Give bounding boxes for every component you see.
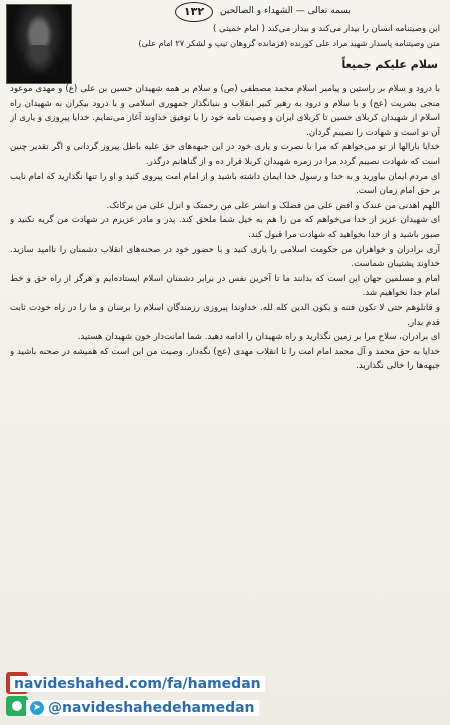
paragraph: و قاتلوهم حتی لا تکون فتنه و یکون الدین کله لله. خداوندا پیروزی رزمندگان اسلام را برسان و ما را در راه خودت ثابت قدم بدار.	[10, 302, 440, 328]
will-body-text	[10, 82, 440, 672]
telegram-icon: ➤	[30, 701, 44, 715]
document-subtitle: متن وصیتنامه پاسدار شهید مراد علی کورنده (فرمانده گروهان تیپ و لشکر ۲۷ امام علی)	[138, 38, 440, 48]
paragraph: ای برادران، سلاح مرا بر زمین نگذارید و راه شهیدان را ادامه دهید. شما امانت‌دار خون شهیدان هستید.	[77, 332, 440, 343]
watermark-handle: @navideshahedehamedan	[48, 700, 255, 716]
paragraph: ای شهیدان عزیز از خدا می‌خواهم که من را هم به خیل شما ملحق کند. پدر و مادر عزیزم در شهادت من گریه نکنید و صبور باشید و از خدا بخواهید که شهادت مرا قبول کند.	[10, 215, 440, 240]
watermark-url[interactable]: navideshahed.com/fa/hamedan	[10, 676, 265, 692]
page-number: ۱۳۲	[175, 2, 213, 22]
paragraph: خدایا به حق محمد و آل محمد امام امت را تا انقلاب مهدی (عج) نگه‌دار. وصیت من این است که همیشه در صحنه باشید و جبهه‌ها را خالی نگذارید.	[10, 346, 440, 372]
watermark-telegram[interactable]	[26, 700, 259, 716]
greeting-line: سلام علیکم جمیعاً	[341, 58, 438, 71]
header-quote: این وصیتنامه انسان را بیدار می‌کند و بیدار می‌کند ( امام خمینی )	[213, 24, 440, 34]
martyr-portrait-photo	[6, 4, 72, 84]
paragraph: اللهم اهدنی من عندک و افض علی من فضلک و انشر علی من رحمتک و انزل علی من برکاتک.	[106, 200, 440, 211]
paragraph: امام و مسلمین جهان این است که بدانند ما تا آخرین نفس در برابر دشمنان اسلام ایستاده‌ایم و هرگز از راه حق و خط امام جدا نخواهیم شد.	[10, 273, 440, 299]
paragraph: ای مردم ایمان بیاورید و به خدا و رسول خدا ایمان داشته باشید و از امام امت پیروی کنید و او را تنها نگذارید که امام نایب بر حق امام زمان است.	[10, 171, 440, 197]
paragraph: آری برادران و خواهران من حکومت اسلامی را یاری کنید و با حضور خود در صحنه‌های انقلاب دشمنان را ناامید سازید. خداوند پشتیبان شماست.	[10, 244, 440, 270]
paragraph: با درود و سلام بر راستین و پیامبر اسلام محمد مصطفی (ص) و سلام بر همه شهیدان حسین بن علی (ع) و مهدی موعود منجی بشریت (عج) و با سلام و درود به رهبر کبیر انقلاب و بنیانگذار جمهوری اسلامی و با درود بیکران به شهیدان راه اسلام از شهیدان کربلای حسین تا کربلای ایران و وصیت نامه خود را با توفیق خداوند آغاز می‌نمایم. خدایا پیروزی و یاری از آن تو است و شهادت را نصیبم گردان.	[10, 84, 440, 138]
header-title: بسمه تعالی — الشهداء و الصالحین	[220, 6, 351, 16]
paragraph: خدایا بارالها از تو می‌خواهم که مرا با نصرت و یاری خود در این جبهه‌های حق علیه باطل پیروز گردانی و اگر تقدیر چنین است که شهادت نصیبم گردد مرا در زمره شهیدان کربلا قرار ده و از گناهانم درگذر.	[10, 142, 440, 167]
